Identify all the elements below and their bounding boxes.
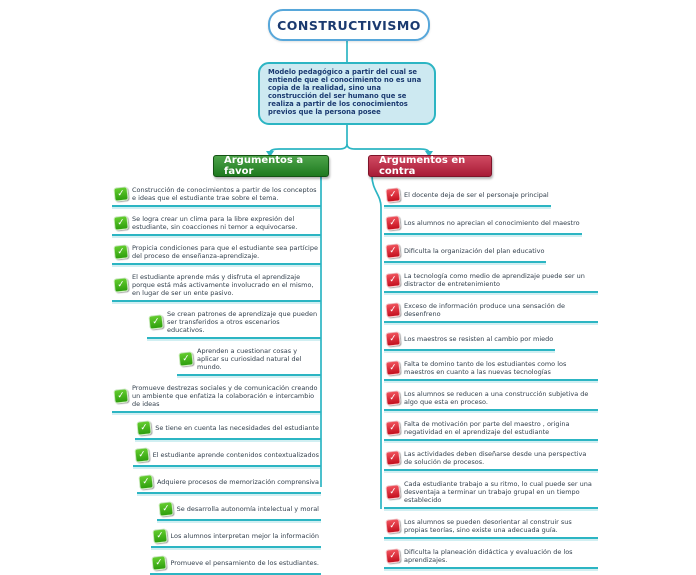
check-icon [178, 351, 193, 366]
list-item[interactable] [384, 450, 598, 471]
list-item-label: Cada estudiante trabajo a su ritmo, lo cual puede ser una desventaja a terminar un trabajo grupal en un tiempo establecido [404, 480, 592, 504]
check-icon [148, 314, 163, 329]
root-node-constructivismo[interactable] [268, 9, 430, 41]
list-item-label: Se logra crear un clima para la libre expresión del estudiante, sin coacciones ni temor a equivocarse. [132, 215, 298, 231]
list-item[interactable] [384, 518, 598, 539]
check-icon [385, 548, 400, 563]
check-icon [385, 390, 400, 405]
check-icon [113, 244, 128, 259]
list-item[interactable] [177, 347, 321, 376]
check-icon [385, 272, 400, 287]
list-item-label: Dificulta la planeación didáctica y evaluación de los aprendizajes. [404, 548, 573, 564]
list-item[interactable] [157, 502, 321, 521]
list-item[interactable] [151, 529, 322, 548]
list-item[interactable] [112, 384, 321, 413]
list-item[interactable] [384, 272, 598, 293]
branch-argumentos-a-favor[interactable] [213, 155, 329, 177]
check-icon [385, 215, 400, 230]
check-icon [113, 277, 128, 292]
list-item-label: Falta de motivación por parte del maestro , origina negatividad en el aprendizaje del estudiante [404, 420, 570, 436]
list-item[interactable] [133, 448, 321, 467]
list-item-label: Propicia condiciones para que el estudiante sea partícipe del proceso de enseñanza-aprendizaje. [132, 244, 318, 260]
list-item-label: Exceso de información produce una sensación de desenfreno [404, 302, 565, 318]
favor-items-column [111, 186, 321, 575]
check-icon [152, 555, 167, 570]
list-item[interactable] [384, 332, 555, 351]
check-icon [385, 302, 400, 317]
list-item[interactable] [135, 421, 321, 440]
check-icon [385, 450, 400, 465]
root-node-label: CONSTRUCTIVISMO [277, 17, 421, 33]
list-item-label: Dificulta la organización del plan educativo [404, 247, 545, 255]
list-item[interactable] [384, 390, 598, 411]
definition-text: Modelo pedagógico a partir del cual se entiende que el conocimiento no es una copia de la realidad, sino una construcción del ser humano que se realiza a partir de los conocimientos previos que la persona posee [268, 68, 422, 116]
branch-favor-label: Argumentos a favor [224, 155, 304, 177]
list-item-label: Las actividades deben diseñarse desde una perspectiva de solución de procesos. [404, 450, 587, 466]
check-icon [137, 420, 152, 435]
check-icon [113, 388, 128, 403]
list-item-label: Aprenden a cuestionar cosas y aplicar su curiosidad natural del mundo. [197, 347, 302, 371]
list-item-label: El estudiante aprende más y disfruta el aprendizaje porque está más activamente involucrado en el mismo, en lugar de ser un ente pasivo. [132, 273, 314, 297]
check-icon [113, 186, 128, 201]
check-icon [385, 243, 400, 258]
list-item[interactable] [384, 216, 582, 235]
list-item-label: Construcción de conocimientos a partir de los conceptos e ideas que el estudiante trae sobre el tema. [132, 186, 317, 202]
branch-contra-label: Argumentos en contra [379, 155, 466, 177]
list-item-label: Promueve el pensamiento de los estudiantes. [170, 559, 319, 567]
list-item[interactable] [384, 244, 546, 263]
definition-node[interactable] [258, 62, 436, 125]
check-icon [385, 420, 400, 435]
list-item[interactable] [147, 310, 321, 339]
check-icon [385, 331, 400, 346]
list-item-label: La tecnología como medio de aprendizaje puede ser un distractor de entretenimiento [404, 272, 585, 288]
list-item-label: Se tiene en cuenta las necesidades del estudiante [155, 424, 319, 432]
list-item[interactable] [112, 215, 321, 236]
list-item[interactable] [384, 360, 598, 381]
list-item-label: El docente deja de ser el personaje principal [404, 191, 549, 199]
list-item-label: Los alumnos no aprecian el conocimiento del maestro [404, 219, 580, 227]
list-item[interactable] [112, 273, 321, 302]
list-item[interactable] [137, 475, 321, 494]
check-icon [138, 474, 153, 489]
check-icon [113, 215, 128, 230]
check-icon [158, 501, 173, 516]
list-item-label: Falta te domino tanto de los estudiantes como los maestros en cuanto a las nuevas tecnologías [404, 360, 567, 376]
check-icon [385, 187, 400, 202]
list-item[interactable] [112, 244, 321, 265]
list-item[interactable] [384, 302, 598, 323]
list-item[interactable] [384, 188, 551, 207]
list-item-label: Los maestros se resisten al cambio por miedo [404, 335, 554, 343]
list-item[interactable] [384, 548, 598, 569]
list-item-label: Se desarrolla autonomía intelectual y moral [176, 505, 319, 513]
check-icon [385, 518, 400, 533]
list-item[interactable] [384, 480, 598, 509]
list-item[interactable] [112, 186, 321, 207]
check-icon [385, 484, 400, 499]
check-icon [385, 360, 400, 375]
list-item-label: Los alumnos se reducen a una construcción subjetiva de algo que esta en proceso. [404, 390, 589, 406]
list-item-label: El estudiante aprende contenidos contextualizados [152, 451, 319, 459]
list-item-label: Los alumnos se pueden desorientar al construir sus propias teorías, sino existe una adecuada guía. [404, 518, 572, 534]
list-item-label: Los alumnos interpretan mejor la información [170, 532, 319, 540]
check-icon [152, 528, 167, 543]
list-item-label: Promueve destrezas sociales y de comunicación creando un ambiente que enfatiza la colaboración e intercambio de ideas [132, 384, 318, 408]
list-item-label: Se crean patrones de aprendizaje que pueden ser transferidos a otros escenarios educativos. [167, 310, 318, 334]
branch-argumentos-en-contra[interactable] [368, 155, 492, 177]
list-item-label: Adquiere procesos de memorización comprensiva [156, 478, 319, 486]
list-item[interactable] [384, 420, 598, 441]
list-item[interactable] [150, 556, 321, 575]
check-icon [134, 447, 149, 462]
contra-items-column [384, 188, 606, 569]
